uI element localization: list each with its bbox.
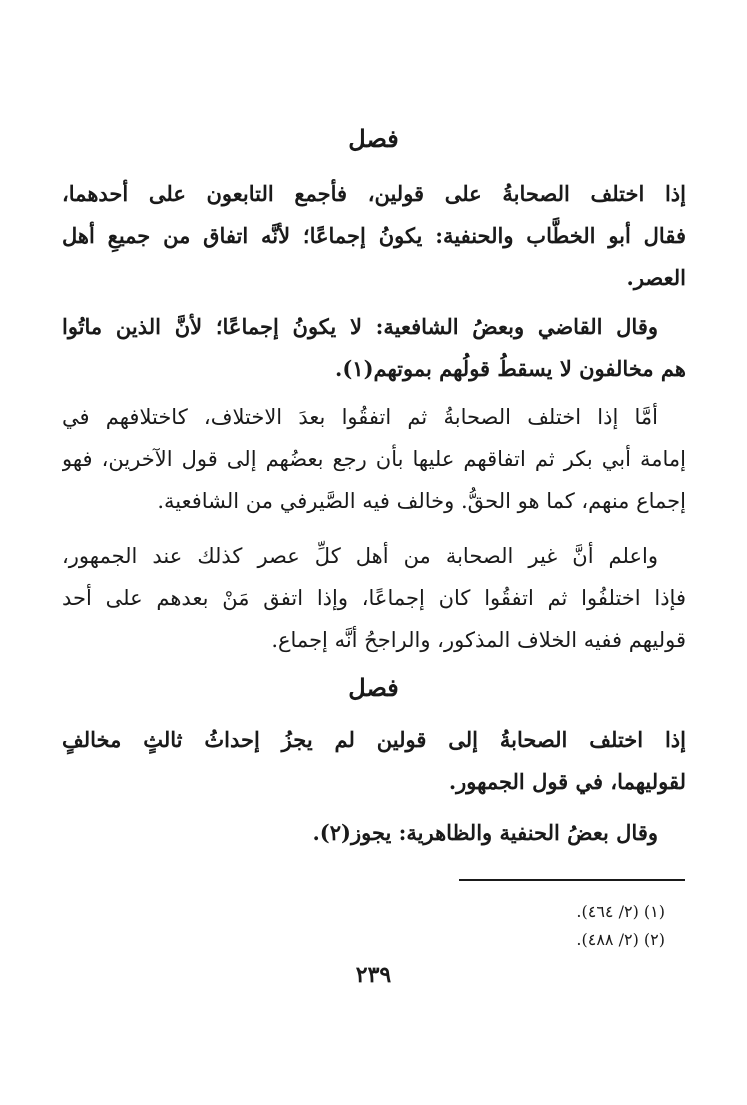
paragraph-line: هم مخالفون لا يسقطُ قولُهم بموتهم(١). bbox=[335, 356, 686, 381]
paragraph-line: فإذا اختلفُوا ثم اتفقُوا كان إجماعًا، وإذا اتفق مَنْ بعدهم على أحد bbox=[62, 586, 686, 610]
paragraph-line: واعلم أنَّ غير الصحابة من أهل كلِّ عصر كذلك عند الجمهور، bbox=[62, 544, 658, 568]
paragraph-line: إذا اختلف الصحابةُ إلى قولين لم يجزُ إحداثُ ثالثٍ مخالفٍ bbox=[62, 727, 686, 752]
paragraph-line: العصر. bbox=[626, 265, 686, 290]
section-heading-2: فصل bbox=[348, 673, 399, 702]
paragraph-1 bbox=[62, 173, 686, 299]
paragraph-line: وقال بعضُ الحنفية والظاهرية: يجوز(٢). bbox=[312, 820, 658, 845]
paragraph-line: فقال أبو الخطَّاب والحنفية: يكونُ إجماعًا؛ لأنَّه اتفاق من جميعِ أهل bbox=[62, 223, 686, 248]
paragraph-line: أمَّا إذا اختلف الصحابةُ ثم اتفقُوا بعدَ الاختلاف، كاختلافهم في bbox=[62, 405, 658, 429]
section-heading-1: فصل bbox=[348, 124, 399, 153]
page-number: ٢٣٩ bbox=[355, 962, 392, 988]
paragraph-2 bbox=[62, 306, 686, 390]
paragraph-line: إجماع منهم، كما هو الحقُّ. وخالف فيه الصَّيرفي من الشافعية. bbox=[157, 489, 686, 513]
footnote-2: (٢) (٢/ ٤٨٨). bbox=[576, 930, 665, 949]
paragraph-line: لقوليهما، في قول الجمهور. bbox=[448, 769, 686, 794]
paragraph-4 bbox=[62, 535, 686, 661]
paragraph-6 bbox=[62, 812, 686, 854]
paragraph-5 bbox=[62, 719, 686, 803]
paragraph-line: إذا اختلف الصحابةُ على قولين، فأجمع التابعون على أحدهما، bbox=[62, 181, 686, 206]
paragraph-3 bbox=[62, 396, 686, 522]
footnote-1: (١) (٢/ ٤٦٤). bbox=[576, 902, 665, 921]
footnote-separator bbox=[459, 879, 685, 881]
paragraph-line: وقال القاضي وبعضُ الشافعية: لا يكونُ إجماعًا؛ لأنَّ الذين ماتُوا bbox=[62, 314, 658, 339]
paragraph-line: إمامة أبي بكر ثم اتفاقهم عليها بأن رجع بعضُهم إلى قول الآخرين، فهو bbox=[62, 447, 686, 471]
paragraph-line: قوليهم ففيه الخلاف المذكور، والراجحُ أنَّه إجماع. bbox=[271, 628, 686, 652]
